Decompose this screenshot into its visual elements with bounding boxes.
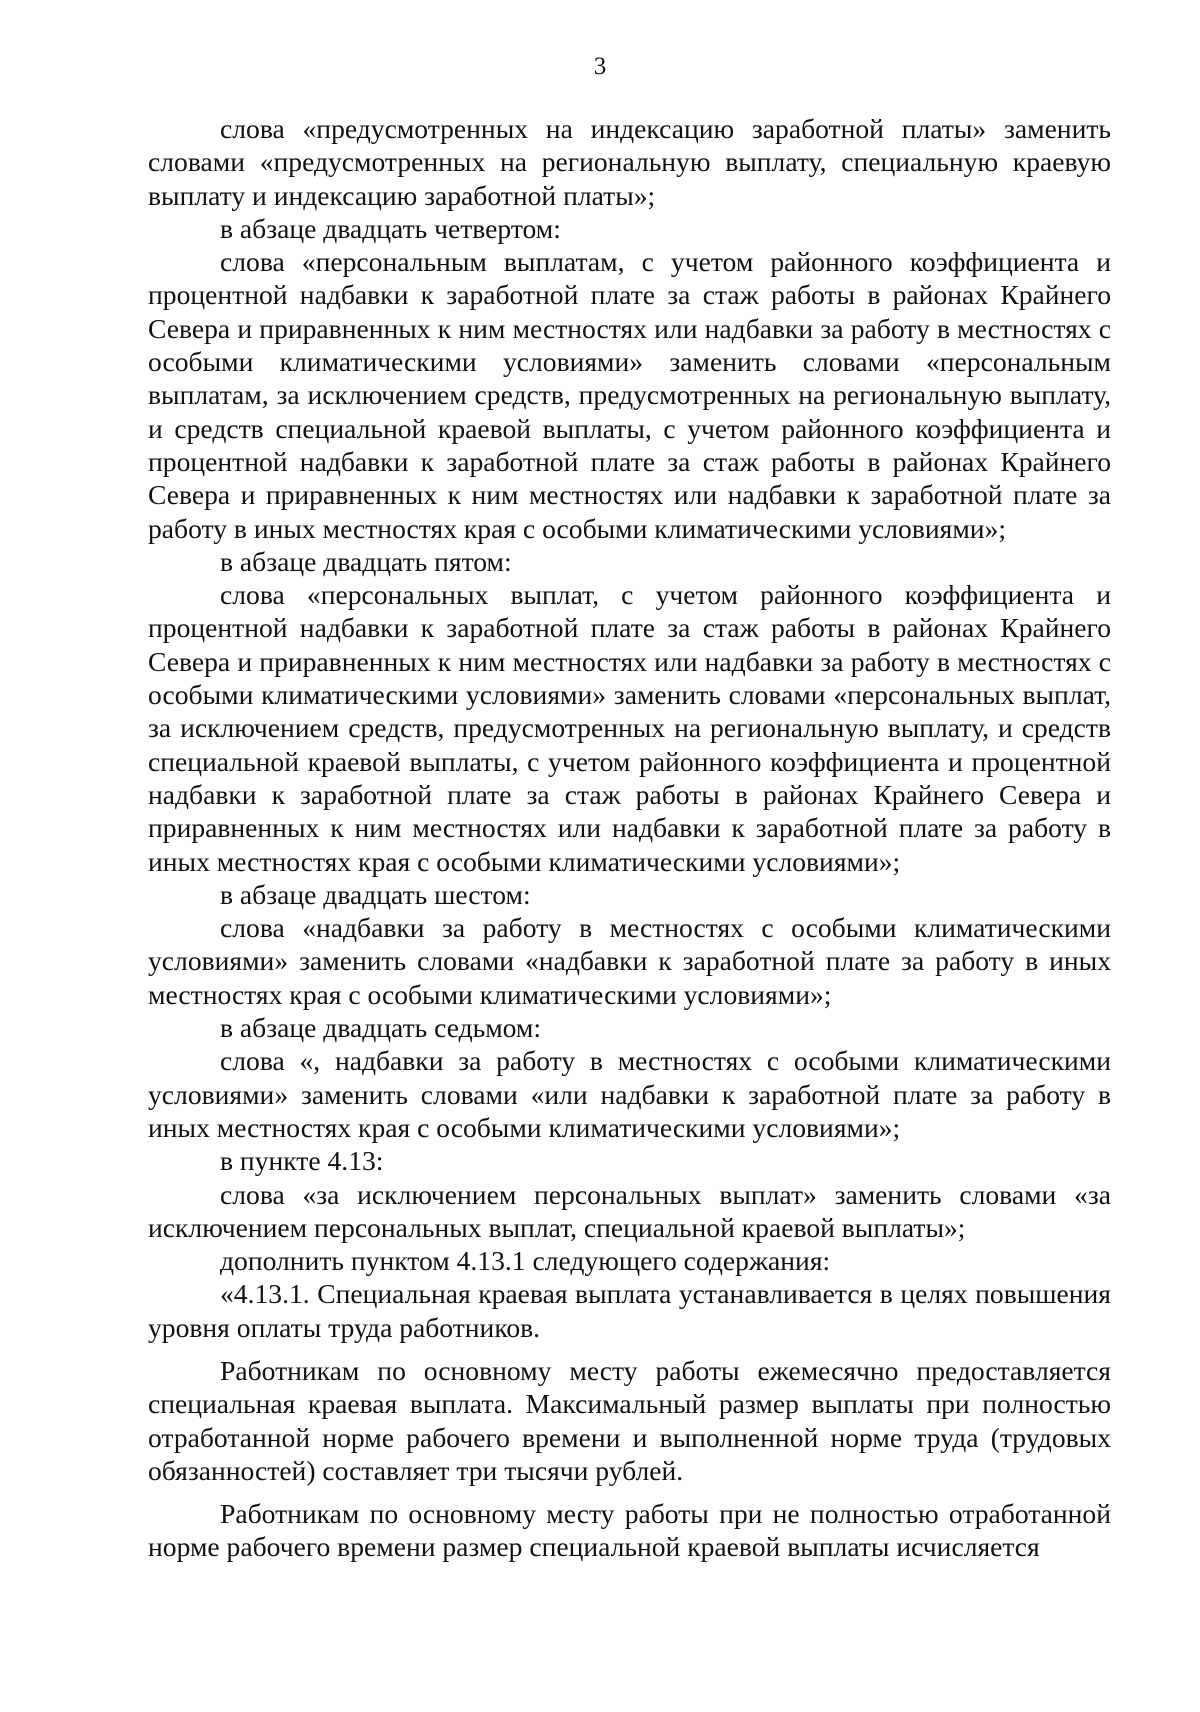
paragraph: слова «, надбавки за работу в местностях с особыми климатическими условиями» заменить словами «или надбавки к заработной плате за работу в иных местностях края с особыми климатическими условиями»; xyxy=(148,1045,1111,1143)
paragraph: в абзаце двадцать седьмом: xyxy=(220,1012,542,1044)
paragraph: в абзаце двадцать четвертом: xyxy=(220,212,561,244)
paragraph: дополнить пунктом 4.13.1 следующего содержания: xyxy=(220,1245,831,1277)
paragraph: в абзаце двадцать пятом: xyxy=(220,545,512,577)
paragraph: в абзаце двадцать шестом: xyxy=(220,878,531,910)
paragraph: слова «персональным выплатам, с учетом районного коэффициента и процентной надбавки к заработной плате за стаж работы в районах Крайнего Севера и приравненных к ним местностях или надбавки за работу в местностях с особыми климатическими условиями» заменить словами «персональным выплатам, за исключением средств, предусмотренных на региональную выплату, и средств специальной краевой выплаты, с учетом районного коэффициента и процентной надбавки к заработной плате за стаж работы в районах Крайнего Севера и приравненных к ним местностях или надбавки к заработной плате за работу в иных местностях края с особыми климатическими условиями»; xyxy=(148,246,1111,544)
paragraph: слова «надбавки за работу в местностях с особыми климатическими условиями» заменить словами «надбавки к заработной плате за работу в иных местностях края с особыми климатическими условиями»; xyxy=(148,912,1111,1010)
paragraph: Работникам по основному месту работы при не полностью отработанной норме рабочего времени размер специальной краевой выплаты исчисляется xyxy=(148,1498,1111,1563)
paragraph: слова «предусмотренных на индексацию заработной платы» заменить словами «предусмотренных на региональную выплату, специальную краевую выплату и индексацию заработной платы»; xyxy=(148,113,1111,211)
paragraph: слова «персональных выплат, с учетом районного коэффициента и процентной надбавки к заработной плате за стаж работы в районах Крайнего Севера и приравненных к ним местностях или надбавки за работу в местностях с особыми климатическими условиями» заменить словами «персональных выплат, за исключением средств, предусмотренных на региональную выплату, и средств специальной краевой выплаты, с учетом районного коэффициента и процентной надбавки к заработной плате за стаж работы в районах Крайнего Севера и приравненных к ним местностях или надбавки к заработной плате за работу в иных местностях края с особыми климатическими условиями»; xyxy=(148,579,1111,877)
page-number: 3 xyxy=(593,53,607,80)
paragraph: «4.13.1. Специальная краевая выплата устанавливается в целях повышения уровня оплаты труда работников. xyxy=(148,1278,1111,1343)
document-body xyxy=(148,112,1111,1564)
paragraph: слова «за исключением персональных выплат» заменить словами «за исключением персональных выплат, специальной краевой выплаты»; xyxy=(148,1178,1111,1243)
paragraph: в пункте 4.13: xyxy=(220,1145,384,1177)
paragraph: Работникам по основному месту работы ежемесячно предоставляется специальная краевая выплата. Максимальный размер выплаты при полностью отработанной норме рабочего времени и выполненной норме труда (трудовых обязанностей) составляет три тысячи рублей. xyxy=(148,1354,1111,1486)
